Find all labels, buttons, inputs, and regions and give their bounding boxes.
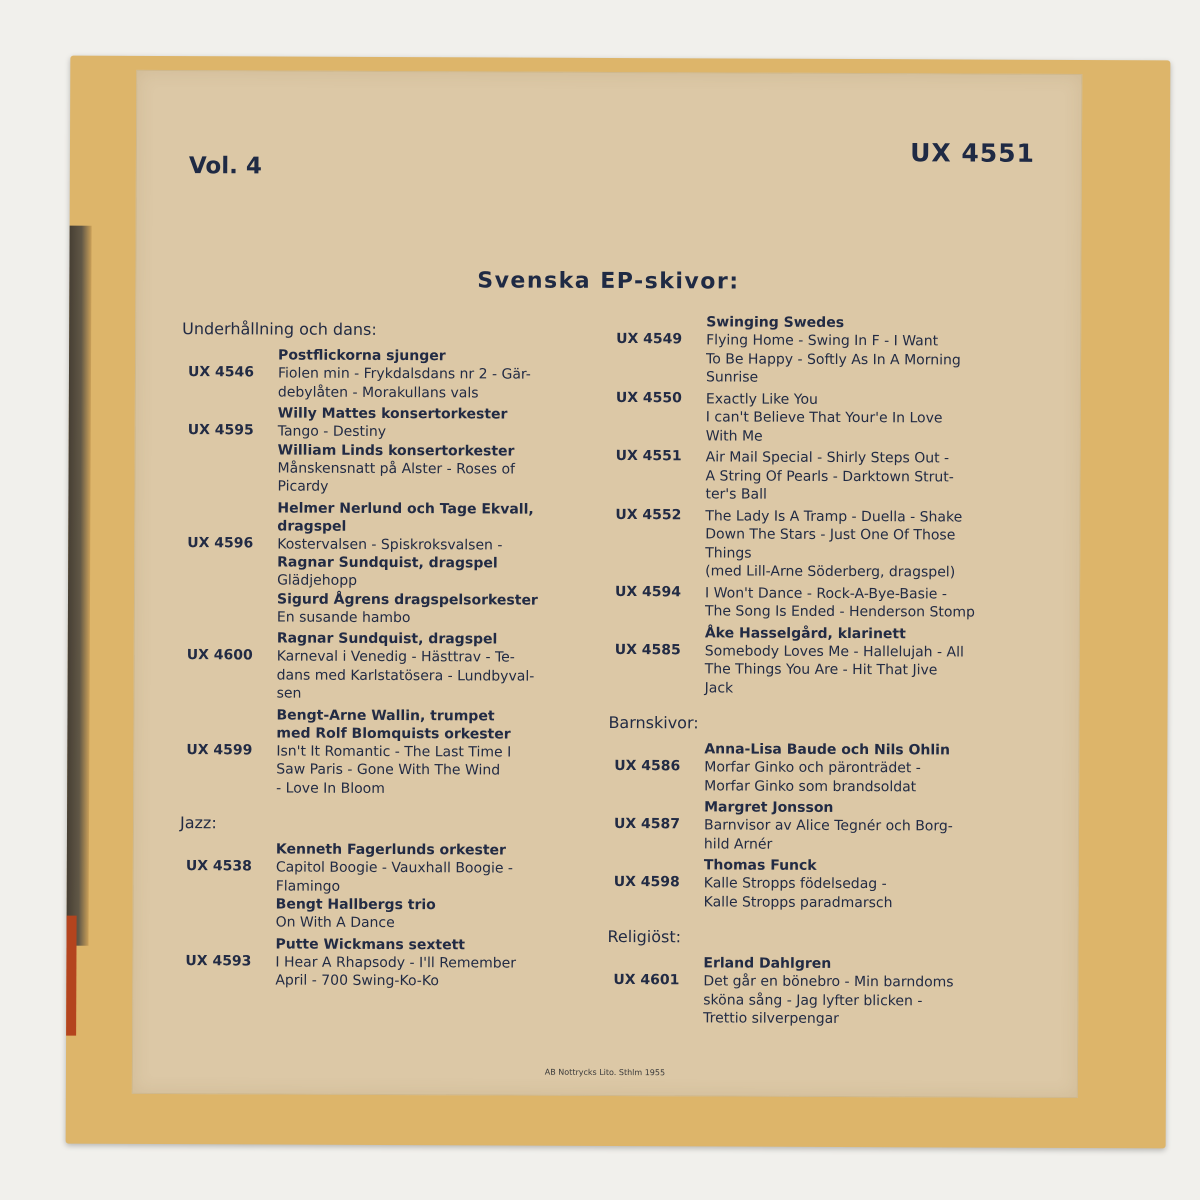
record-entry [180,706,614,799]
artist-name: Willy Mattes konsertorkester [277,405,508,423]
record-entry [610,389,1044,446]
track-list-line: - Love In Bloom [276,780,385,797]
catalog-code: UX 4550 [615,389,682,406]
track-list-line: Picardy [277,478,329,495]
track-list-line: Morfar Ginko som brandsoldat [704,777,917,795]
artist-name: Swinging Swedes [706,314,845,331]
artist-name: Ragnar Sundquist, dragspel [277,554,498,572]
track-list-line: The Things You Are - Hit That Jive [704,661,938,679]
track-list-line: Det går en bönebro - Min barndoms [703,973,954,991]
track-list-line: Morfar Ginko och päronträdet - [704,759,921,777]
record-entry [610,313,1044,388]
artist-name: Helmer Nerlund och Tage Ekvall, [277,500,534,518]
catalog-code: UX 4587 [613,815,681,833]
catalog-code: UX 4595 [187,422,254,439]
section-title: Barnskivor: [608,712,699,733]
track-list-line: En susande hambo [276,609,411,626]
track-list-line: Saw Paris - Gone With The Wind [276,761,501,779]
right-column [607,313,1044,1032]
artist-name: William Linds konsertorkester [277,442,515,460]
catalog-code: UX 4549 [616,330,683,348]
track-list-line: Exactly Like You [705,390,818,408]
artist-name: Margret Jonsson [704,799,834,816]
printer-credit: AB Nottrycks Lito. Sthlm 1955 [544,1067,666,1078]
track-list-line: Trettio silverpengar [703,1010,839,1027]
record-entry [180,840,614,933]
track-list-line: I Won't Dance - Rock-A-Bye-Basie - [705,584,947,602]
track-list-line: Månskensnatt på Alster - Roses of [277,460,516,478]
track-list-line: (med Lill-Arne Söderberg, dragspel) [705,563,956,581]
track-list-line: Air Mail Special - Shirly Steps Out - [705,449,950,467]
record-entry [609,448,1043,505]
catalog-code: UX 4599 [186,741,253,758]
record-entry [608,856,1042,913]
track-list-line: Somebody Loves Me - Hallelujah - All [704,642,964,661]
track-list-line: On With A Dance [275,914,395,932]
catalog-code: UX 4551 [615,447,682,465]
record-entry [608,740,1042,797]
record-sleeve [66,56,1171,1149]
artist-name: Thomas Funck [703,857,817,874]
track-list-line: A String Of Pearls - Darktown Strut- [705,467,954,485]
section-title: Jazz: [179,813,217,833]
record-entry [609,506,1043,582]
catalog-code: UX 4585 [614,641,681,658]
catalog-number: UX 4551 [910,138,1036,168]
artist-name: Putte Wickmans sextett [275,936,466,953]
track-list-line: Barnvisor av Alice Tegnér och Borg- [703,817,953,835]
back-cover-panel [132,70,1082,1098]
track-list-line: Kalle Stropps födelsedag - [703,875,887,893]
page-title: Svenska EP-skivor: [477,268,740,295]
track-list-line: Karneval i Venedig - Hästtrav - Te- [276,648,515,666]
artist-name: Ragnar Sundquist, dragspel [276,630,498,648]
record-entry [182,346,616,403]
record-entry [609,583,1043,622]
record-entry [181,499,616,628]
track-list-line: Down The Stars - Just One Of Those [705,526,956,544]
track-list-line: I can't Believe That Your'e In Love [705,409,943,427]
track-list-line: Isn't It Romantic - The Last Time I [276,743,512,761]
track-list-line: sköna sång - Jag lyfter blicken - [703,991,923,1009]
track-list-line: sen [276,685,302,702]
track-list-line: dans med Karlstatösera - Lundbyval- [276,667,535,685]
artist-name: dragspel [277,518,347,535]
record-entry [181,404,615,497]
catalog-code: UX 4600 [186,647,253,664]
catalog-code: UX 4596 [187,534,254,551]
sleeve-color-edge [66,916,77,1036]
track-list-line: The Song Is Ended - Henderson Stomp [704,603,975,621]
catalog-code: UX 4594 [615,583,682,600]
catalog-code: UX 4538 [185,858,252,875]
track-list-line: Fiolen min - Frykdalsdans nr 2 - Gär- [277,365,531,383]
track-list-line: Glädjehopp [277,572,358,589]
track-list-line: Things [705,544,752,562]
track-list-line: To Be Happy - Softly As In A Morning [706,350,961,368]
record-entry [179,935,613,992]
track-list-line: Capitol Boogie - Vauxhall Boogie - [275,859,514,877]
catalog-code: UX 4593 [185,952,252,969]
artist-name: Sigurd Ågrens dragspelsorkester [276,591,538,609]
volume-label: Vol. 4 [188,153,262,180]
track-list-line: With Me [705,427,763,445]
track-list-line: April - 700 Swing-Ko-Ko [275,972,439,990]
artist-name: med Rolf Blomquists orkester [276,725,511,743]
artist-name: Åke Hasselgård, klarinett [704,624,906,642]
track-list-line: Tango - Destiny [277,423,387,440]
record-entry [607,954,1041,1029]
catalog-code: UX 4598 [613,873,680,891]
record-entry [609,623,1043,698]
track-list-line: ter's Ball [705,486,767,503]
artist-name: Anna-Lisa Baude och Nils Ohlin [704,741,950,759]
artist-name: Postflickorna sjunger [278,347,446,365]
left-column [179,319,616,994]
track-list-line: debylåten - Morakullans vals [277,384,479,401]
catalog-code: UX 4601 [613,971,680,989]
track-list-line: Jack [704,679,734,697]
track-list-line: Flying Home - Swing In F - I Want [706,332,939,350]
section-title: Underhållning och dans: [182,319,377,339]
artist-name: Bengt Hallbergs trio [275,896,436,914]
track-list-line: Kostervalsen - Spiskroksvalsen - [277,536,503,553]
track-list-line: I Hear A Rhapsody - I'll Remember [275,954,517,972]
track-list-line: Flamingo [275,878,341,895]
artist-name: Kenneth Fagerlunds orkester [275,841,506,859]
sleeve-edge-shadow [66,226,91,946]
artist-name: Erland Dahlgren [703,955,832,972]
track-list-line: Kalle Stropps paradmarsch [703,893,893,911]
catalog-code: UX 4586 [614,757,681,775]
record-entry [608,798,1042,855]
catalog-code: UX 4546 [187,364,255,381]
section-title: Religiöst: [607,926,682,947]
record-entry [181,629,615,704]
artist-name: Bengt-Arne Wallin, trumpet [276,707,495,724]
track-list-line: hild Arnér [703,835,773,853]
track-list-line: The Lady Is A Tramp - Duella - Shake [705,507,963,526]
catalog-code: UX 4552 [615,506,682,523]
track-list-line: Sunrise [705,369,759,386]
